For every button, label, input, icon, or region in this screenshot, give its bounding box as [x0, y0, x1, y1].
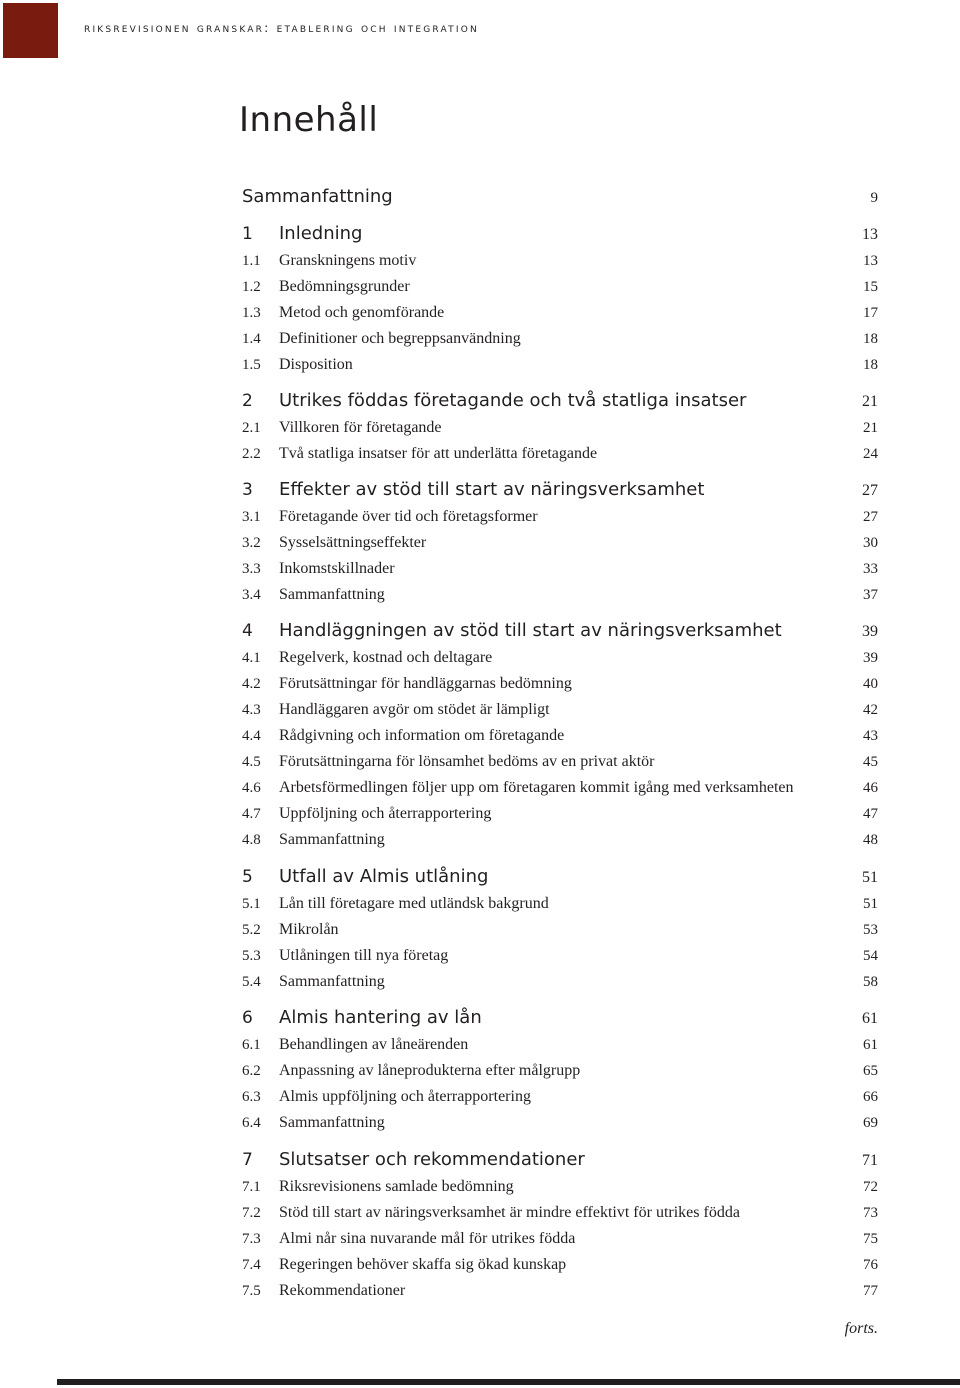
- toc-entry-label: Utfall av Almis utlåning: [279, 866, 489, 887]
- toc-entry-page-number: 21: [863, 420, 878, 436]
- toc-entry-page-number: 76: [863, 1257, 878, 1273]
- toc-entry-label: Almis hantering av lån: [279, 1007, 482, 1028]
- toc-entry-label: Definitioner och begreppsanvändning: [279, 330, 521, 347]
- toc-entry-page-number: 43: [863, 728, 878, 744]
- toc-entry-number: 6.3: [242, 1089, 261, 1105]
- toc-entry-page-number: 47: [863, 806, 878, 822]
- toc-entry-number: 5.2: [242, 922, 261, 938]
- toc-entry-page-number: 61: [863, 1037, 878, 1053]
- toc-entry-label: Utrikes föddas företagande och två statliga insatser: [279, 390, 747, 411]
- toc-entry-label: Sammanfattning: [279, 973, 385, 990]
- toc-entry-page-number: 13: [863, 253, 878, 269]
- toc-entry-label: Metod och genomförande: [279, 304, 445, 321]
- toc-section-row[interactable]: [0, 439, 960, 463]
- toc-chapter-row[interactable]: [0, 387, 960, 411]
- toc-entry-page-number: 17: [863, 305, 878, 321]
- toc-section-row[interactable]: [0, 799, 960, 823]
- toc-entry-number: 3.1: [242, 509, 261, 525]
- toc-entry-page-number: 73: [863, 1205, 878, 1221]
- toc-entry-label: Sammanfattning: [242, 186, 393, 207]
- toc-entry-page-number: 9: [870, 190, 878, 206]
- toc-entry-label: Arbetsförmedlingen följer upp om företagaren kommit igång med verksamheten: [279, 779, 794, 796]
- toc-entry-number: 6.1: [242, 1037, 261, 1053]
- toc-section-row[interactable]: [0, 246, 960, 270]
- toc-section-row[interactable]: [0, 889, 960, 913]
- toc-section-row[interactable]: [0, 324, 960, 348]
- toc-entry-number: 2.2: [242, 446, 261, 462]
- toc-entry-page-number: 42: [863, 702, 878, 718]
- toc-entry-label: Inkomstskillnader: [279, 560, 395, 577]
- toc-entry-page-number: 51: [863, 896, 878, 912]
- toc-section-row[interactable]: [0, 298, 960, 322]
- toc-section-row[interactable]: [0, 413, 960, 437]
- toc-entry-number: 3.4: [242, 587, 261, 603]
- toc-chapter-row[interactable]: [0, 617, 960, 641]
- toc-entry-page-number: 69: [863, 1115, 878, 1131]
- page-title: Innehåll: [239, 100, 379, 140]
- toc-entry-page-number: 75: [863, 1231, 878, 1247]
- toc-entry-number: 4.5: [242, 754, 261, 770]
- toc-entry-label: Uppföljning och återrapportering: [279, 805, 492, 822]
- toc-entry-page-number: 13: [862, 226, 878, 243]
- toc-entry-number: 3: [242, 480, 253, 500]
- toc-entry-number: 1: [242, 224, 253, 244]
- toc-entry-label: Förutsättningarna för lönsamhet bedöms av en privat aktör: [279, 753, 655, 770]
- toc-entry-number: 7.1: [242, 1179, 261, 1195]
- toc-entry-page-number: 27: [863, 509, 878, 525]
- toc-entry-label: Lån till företagare med utländsk bakgrund: [279, 895, 549, 912]
- toc-entry-label: Förutsättningar för handläggarnas bedömning: [279, 675, 572, 692]
- toc-chapter-row[interactable]: [0, 1146, 960, 1170]
- toc-entry-label: Sysselsättningseffekter: [279, 534, 427, 551]
- toc-section-row[interactable]: [0, 528, 960, 552]
- toc-entry-number: 2.1: [242, 420, 261, 436]
- toc-entry-label: Slutsatser och rekommendationer: [279, 1149, 585, 1170]
- toc-entry-label: Företagande över tid och företagsformer: [279, 508, 538, 525]
- toc-entry-number: 7.5: [242, 1283, 261, 1299]
- toc-entry-label: Almis uppföljning och återrapportering: [279, 1088, 531, 1105]
- toc-entry-page-number: 37: [863, 587, 878, 603]
- toc-entry-number: 6.2: [242, 1063, 261, 1079]
- toc-entry-number: 4.1: [242, 650, 261, 666]
- running-header: riksrevisionen granskar: etablering och integration: [84, 20, 479, 35]
- toc-entry-page-number: 39: [862, 623, 878, 640]
- toc-section-row[interactable]: [0, 773, 960, 797]
- toc-entry-page-number: 15: [863, 279, 878, 295]
- toc-section-row[interactable]: [0, 695, 960, 719]
- toc-entry-label: Riksrevisionens samlade bedömning: [279, 1178, 514, 1195]
- toc-entry-page-number: 58: [863, 974, 878, 990]
- toc-entry-page-number: 66: [863, 1089, 878, 1105]
- toc-entry-label: Handläggaren avgör om stödet är lämpligt: [279, 701, 550, 718]
- toc-entry-page-number: 21: [862, 393, 878, 410]
- toc-entry-page-number: 40: [863, 676, 878, 692]
- toc-section-row[interactable]: [0, 669, 960, 693]
- toc-entry-label: Behandlingen av låneärenden: [279, 1036, 469, 1053]
- toc-entry-number: 7.2: [242, 1205, 261, 1221]
- toc-section-row[interactable]: [0, 747, 960, 771]
- toc-entry-number: 1.3: [242, 305, 261, 321]
- toc-entry-label: Handläggningen av stöd till start av näringsverksamhet: [279, 620, 782, 641]
- toc-entry-label: Två statliga insatser för att underlätta företagande: [279, 445, 598, 462]
- toc-entry-number: 4.8: [242, 832, 261, 848]
- toc-entry-number: 5.3: [242, 948, 261, 964]
- toc-section-row[interactable]: [0, 1108, 960, 1132]
- toc-section-row[interactable]: [0, 580, 960, 604]
- toc-entry-page-number: 39: [863, 650, 878, 666]
- toc-entry-number: 4.7: [242, 806, 261, 822]
- toc-entry-label: Sammanfattning: [279, 831, 385, 848]
- toc-entry-label: Rekommendationer: [279, 1282, 406, 1299]
- toc-section-row[interactable]: [0, 643, 960, 667]
- toc-entry-number: 5.1: [242, 896, 261, 912]
- toc-section-row[interactable]: [0, 1172, 960, 1196]
- toc-entry-label: Bedömningsgrunder: [279, 278, 410, 295]
- toc-entry-page-number: 33: [863, 561, 878, 577]
- toc-entry-number: 5.4: [242, 974, 261, 990]
- toc-entry-number: 1.4: [242, 331, 261, 347]
- toc-chapter-row[interactable]: [0, 476, 960, 500]
- toc-entry-page-number: 18: [863, 357, 878, 373]
- toc-section-row[interactable]: [0, 350, 960, 374]
- toc-entry-number: 7.3: [242, 1231, 261, 1247]
- toc-entry-number: 4: [242, 621, 253, 641]
- toc-entry-page-number: 30: [863, 535, 878, 551]
- toc-section-row[interactable]: [0, 1276, 960, 1300]
- toc-section-row[interactable]: [0, 272, 960, 296]
- toc-entry-label: Stöd till start av näringsverksamhet är mindre effektivt för utrikes födda: [279, 1204, 740, 1221]
- toc-entry-number: 7: [242, 1150, 253, 1170]
- toc-section-row[interactable]: [0, 915, 960, 939]
- bottom-rule: [57, 1379, 960, 1385]
- toc-entry-page-number: 65: [863, 1063, 878, 1079]
- toc-section-row[interactable]: [0, 967, 960, 991]
- toc-section-row[interactable]: [0, 502, 960, 526]
- toc-entry-label: Anpassning av låneprodukterna efter målgrupp: [279, 1062, 581, 1079]
- toc-section-row[interactable]: [0, 825, 960, 849]
- toc-section-row[interactable]: [0, 1082, 960, 1106]
- toc-entry-label: Regelverk, kostnad och deltagare: [279, 649, 493, 666]
- toc-section-row[interactable]: [0, 1030, 960, 1054]
- toc-entry-page-number: 53: [863, 922, 878, 938]
- toc-chapter-row[interactable]: [0, 1004, 960, 1028]
- toc-entry-number: 7.4: [242, 1257, 261, 1273]
- toc-entry-number: 1.5: [242, 357, 261, 373]
- toc-section-row[interactable]: [0, 554, 960, 578]
- toc-entry-page-number: 48: [863, 832, 878, 848]
- toc-entry-number: 6.4: [242, 1115, 261, 1131]
- toc-section-row[interactable]: [0, 1224, 960, 1248]
- toc-entry-number: 2: [242, 391, 253, 411]
- toc-entry-label: Utlåningen till nya företag: [279, 947, 449, 964]
- toc-entry-number: 5: [242, 867, 253, 887]
- toc-entry-label: Almi når sina nuvarande mål för utrikes födda: [279, 1230, 576, 1247]
- toc-section-row[interactable]: [0, 1250, 960, 1274]
- toc-entry-label: Effekter av stöd till start av näringsverksamhet: [279, 479, 705, 500]
- toc-section-row[interactable]: [0, 1056, 960, 1080]
- toc-entry-label: Rådgivning och information om företagande: [279, 727, 565, 744]
- toc-entry-number: 4.3: [242, 702, 261, 718]
- toc-section-row[interactable]: [0, 721, 960, 745]
- toc-entry-number: 4.4: [242, 728, 261, 744]
- toc-entry-label: Regeringen behöver skaffa sig ökad kunskap: [279, 1256, 567, 1273]
- toc-chapter-row[interactable]: [0, 863, 960, 887]
- toc-entry-label: Mikrolån: [279, 921, 339, 938]
- toc-entry-label: Granskningens motiv: [279, 252, 417, 269]
- toc-entry-page-number: 51: [862, 869, 878, 886]
- toc-entry-number: 3.2: [242, 535, 261, 551]
- toc-entry-number: 1.2: [242, 279, 261, 295]
- toc-entry-number: 1.1: [242, 253, 261, 269]
- toc-entry-page-number: 72: [863, 1179, 878, 1195]
- toc-entry-label: Sammanfattning: [279, 586, 385, 603]
- toc-entry-page-number: 24: [863, 446, 878, 462]
- toc-chapter-row[interactable]: [0, 220, 960, 244]
- toc-section-row[interactable]: [0, 1198, 960, 1222]
- toc-entry-number: 3.3: [242, 561, 261, 577]
- toc-entry-page-number: 54: [863, 948, 878, 964]
- toc-section-row[interactable]: [0, 941, 960, 965]
- toc-entry-page-number: 18: [863, 331, 878, 347]
- toc-entry-label: Disposition: [279, 356, 353, 373]
- toc-entry-page-number: 46: [863, 780, 878, 796]
- toc-entry-label: Inledning: [279, 223, 363, 244]
- toc-entry-label: Sammanfattning: [279, 1114, 385, 1131]
- toc-entry-page-number: 71: [862, 1152, 878, 1169]
- continued-label: forts.: [844, 1320, 878, 1337]
- toc-entry-number: 6: [242, 1008, 253, 1028]
- toc-summary-row[interactable]: [0, 183, 960, 207]
- toc-entry-number: 4.2: [242, 676, 261, 692]
- toc-entry-page-number: 61: [862, 1010, 878, 1027]
- toc-entry-page-number: 27: [862, 482, 878, 499]
- toc-entry-label: Villkoren för företagande: [279, 419, 442, 436]
- toc-entry-number: 4.6: [242, 780, 261, 796]
- toc-entry-page-number: 77: [863, 1283, 878, 1299]
- toc-entry-page-number: 45: [863, 754, 878, 770]
